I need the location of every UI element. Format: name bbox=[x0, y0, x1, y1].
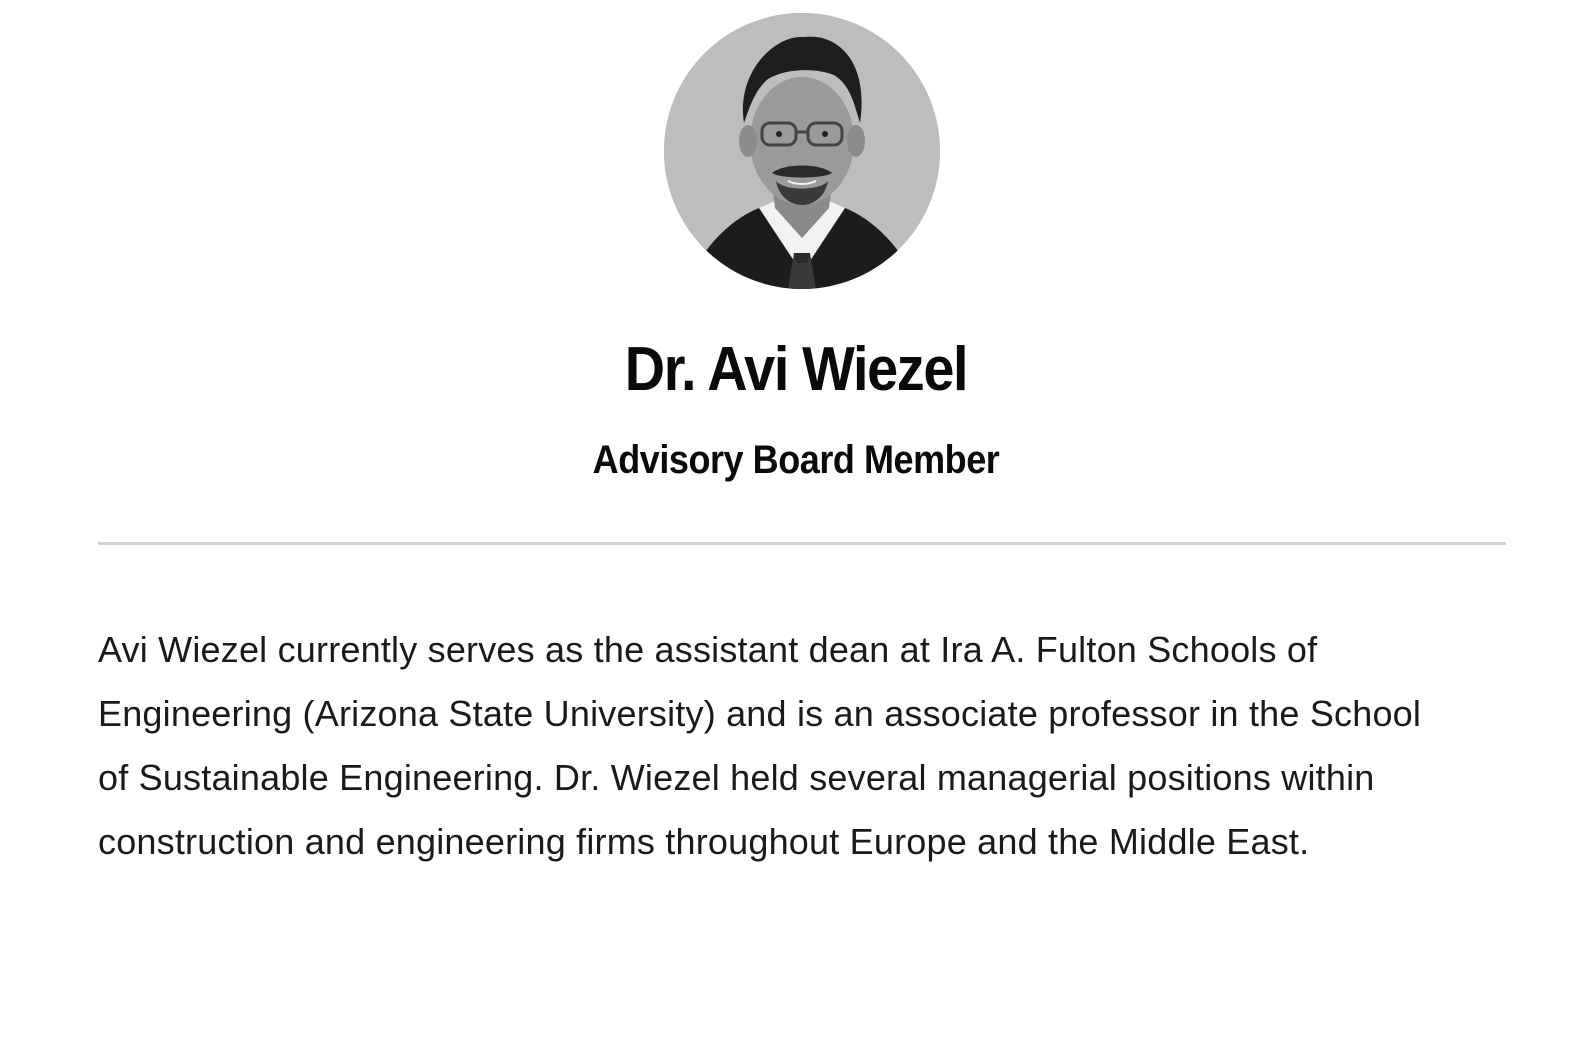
bio-line: of Sustainable Engineering. Dr. Wiezel held several managerial positions within bbox=[98, 757, 1375, 798]
person-bio bbox=[98, 618, 1538, 874]
bio-line: Engineering (Arizona State University) and is an associate professor in the School bbox=[98, 693, 1422, 734]
person-role: Advisory Board Member bbox=[592, 438, 1000, 482]
person-portrait-icon bbox=[664, 13, 940, 289]
section-divider bbox=[98, 542, 1506, 545]
profile-photo bbox=[664, 13, 940, 289]
person-name: Dr. Avi Wiezel bbox=[624, 335, 968, 404]
bio-line: Avi Wiezel currently serves as the assistant dean at Ira A. Fulton Schools of bbox=[98, 629, 1318, 670]
bio-line: construction and engineering firms throughout Europe and the Middle East. bbox=[98, 821, 1310, 862]
